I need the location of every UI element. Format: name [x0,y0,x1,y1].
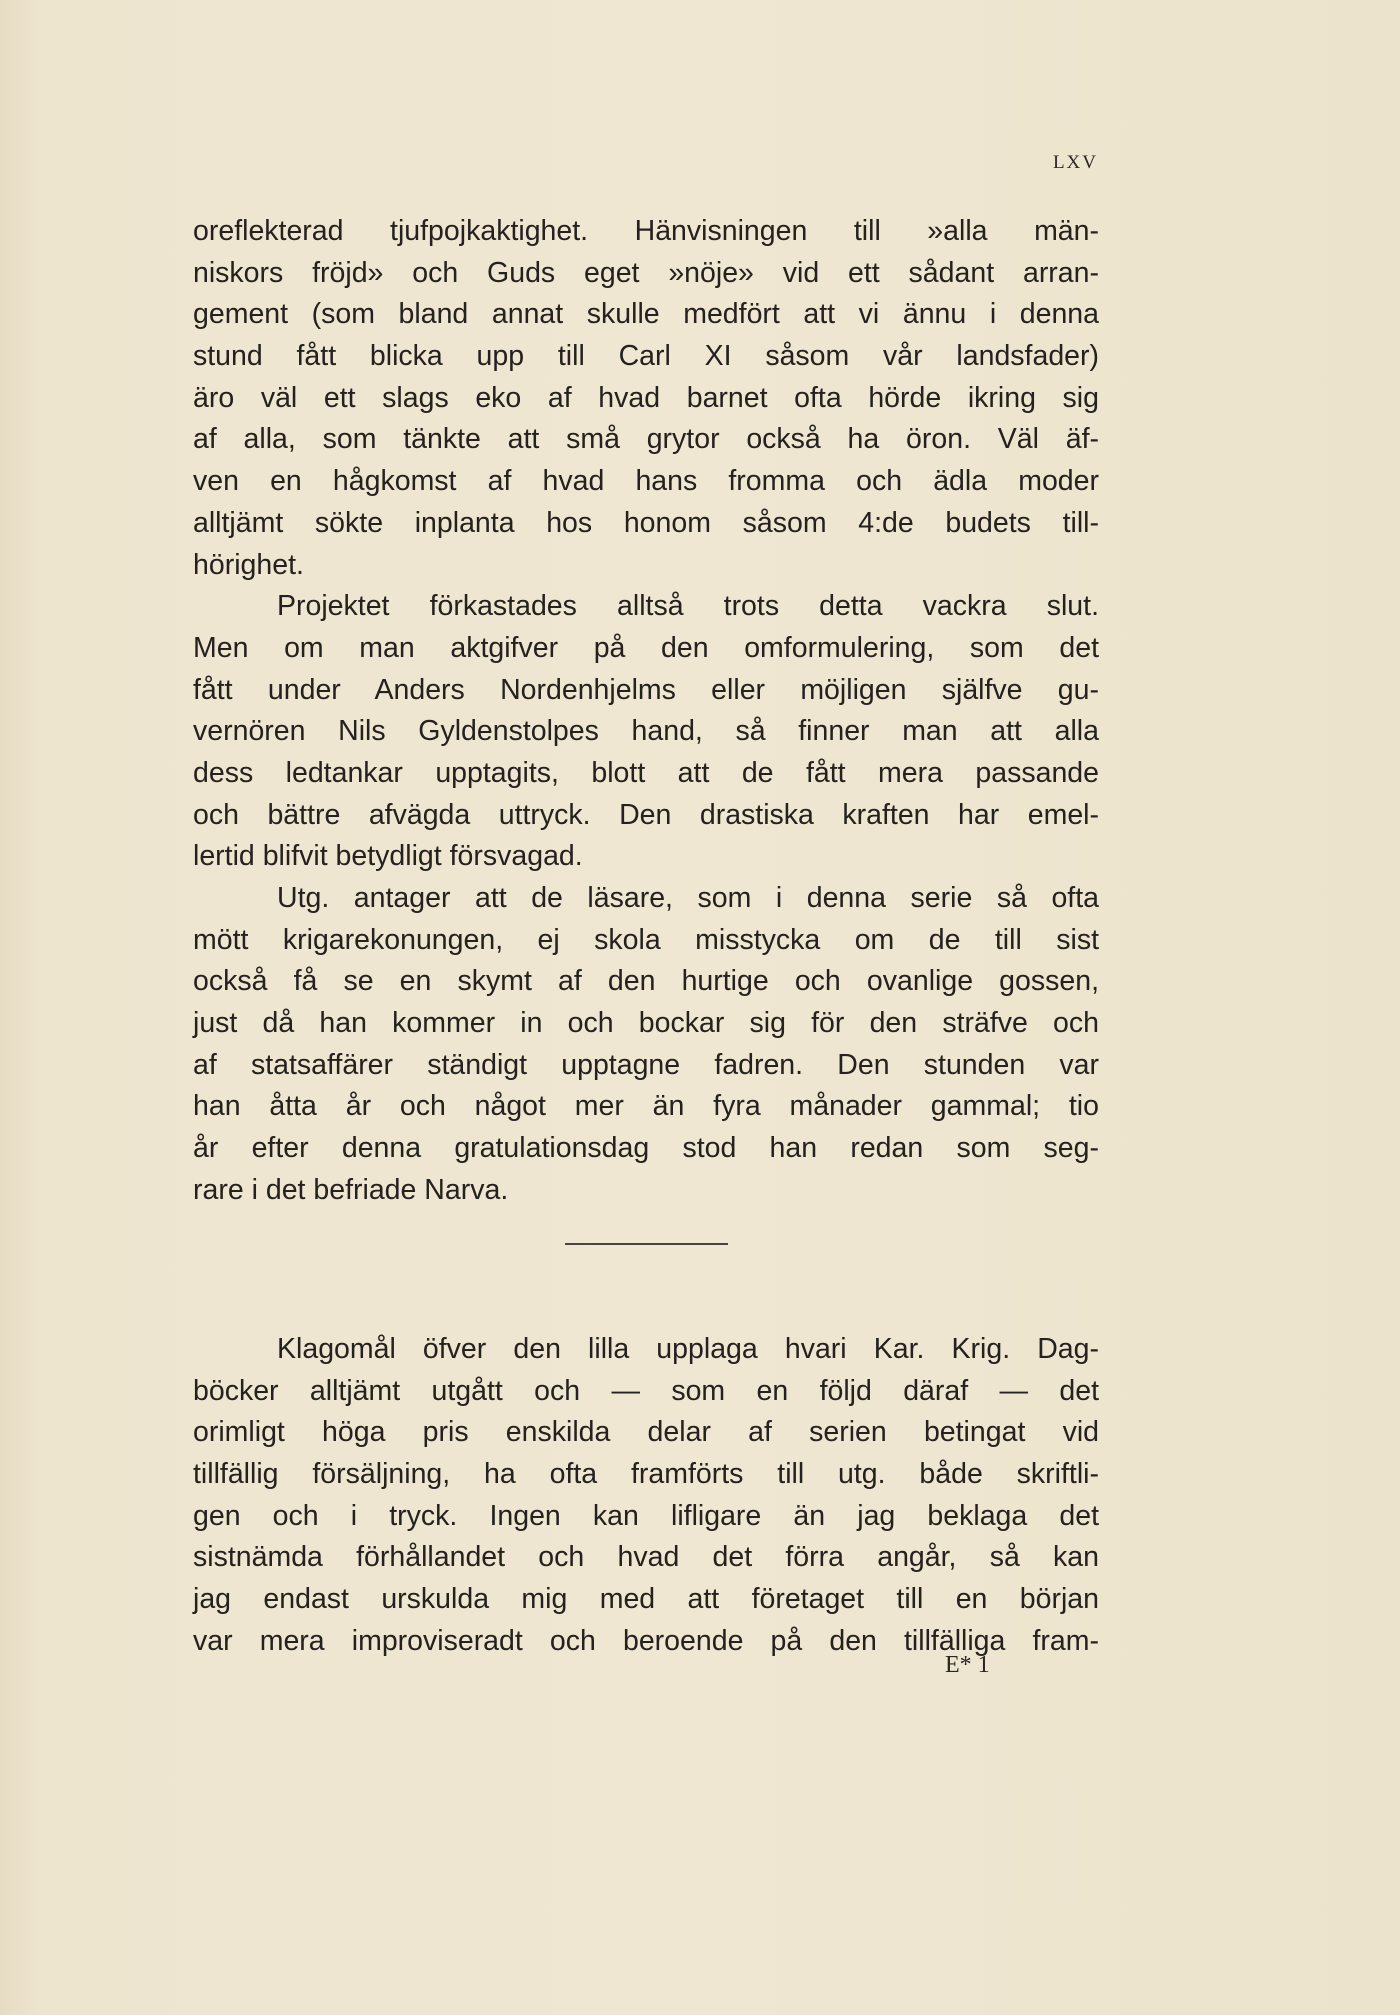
text-line: af alla, som tänkte att små grytor också ha öron. Väl äf- [193,423,1099,456]
text-line: tillfällig försäljning, ha ofta framförts till utg. både skriftli- [193,1458,1099,1491]
text-line: Projektet förkastades alltså trots detta vackra slut. [277,590,1099,623]
text-line: Klagomål öfver den lilla upplaga hvari Kar. Krig. Dag- [277,1333,1099,1365]
text-line: oreflekterad tjufpojkaktighet. Hänvisningen till »alla män- [193,215,1099,247]
text-line: äro väl ett slags eko af hvad barnet ofta hörde ikring sig [193,381,1099,414]
text-line: stund fått blicka upp till Carl XI såsom vår landsfader) [193,340,1099,373]
text-line: och bättre afvägda uttryck. Den drastiska kraften har emel- [193,798,1099,831]
text-line: Utg. antager att de läsare, som i denna serie så ofta [277,882,1099,914]
text-line: ven en hågkomst af hvad hans fromma och ädla moder [193,465,1099,498]
text-line: han åtta år och något mer än fyra månader gammal; tio [193,1090,1099,1123]
section-divider [565,1243,728,1245]
text-line: af statsaffärer ständigt upptagne fadren. Den stunden var [193,1048,1099,1081]
text-line: också få se en skymt af den hurtige och ovanlige gossen, [193,965,1099,998]
text-line: gen och i tryck. Ingen kan lifligare än jag beklaga det [193,1499,1099,1532]
text-line: år efter denna gratulationsdag stod han redan som seg- [193,1132,1099,1165]
text-line: orimligt höga pris enskilda delar af serien betingat vid [193,1416,1099,1449]
text-line: dess ledtankar upptagits, blott att de fått mera passande [193,756,1099,789]
printer-signature: E* 1 [945,1652,990,1678]
text-line: Men om man aktgifver på den omformulering, som det [193,631,1099,664]
page-number: LXV [1052,152,1098,173]
text-line: niskors fröjd» och Guds eget »nöje» vid ett sådant arran- [193,256,1099,289]
text-line: böcker alltjämt utgått och — som en följd däraf — det [193,1374,1099,1407]
text-line: jag endast urskulda mig med att företaget till en början [193,1583,1099,1616]
text-line: rare i det befriade Narva. [193,1173,509,1206]
text-line: vernören Nils Gyldenstolpes hand, så finner man att alla [193,715,1099,748]
text-section-2 [193,1329,1099,1663]
text-line: just då han kommer in och bockar sig för den sträfve och [193,1007,1099,1040]
text-line: alltjämt sökte inplanta hos honom såsom 4:de budets till- [193,506,1099,539]
text-line: hörighet. [193,548,304,581]
text-line: var mera improviseradt och beroende på den tillfälliga fram- [193,1624,1099,1657]
text-line: sistnämda förhållandet och hvad det förra angår, så kan [193,1541,1099,1574]
text-section-1 [193,211,1099,1212]
text-line: fått under Anders Nordenhjelms eller möjligen själfve gu- [193,673,1099,706]
text-line: gement (som bland annat skulle medfört att vi ännu i denna [193,298,1099,331]
text-line: lertid blifvit betydligt försvagad. [193,840,583,873]
text-line: mött krigarekonungen, ej skola misstycka om de till sist [193,923,1099,956]
